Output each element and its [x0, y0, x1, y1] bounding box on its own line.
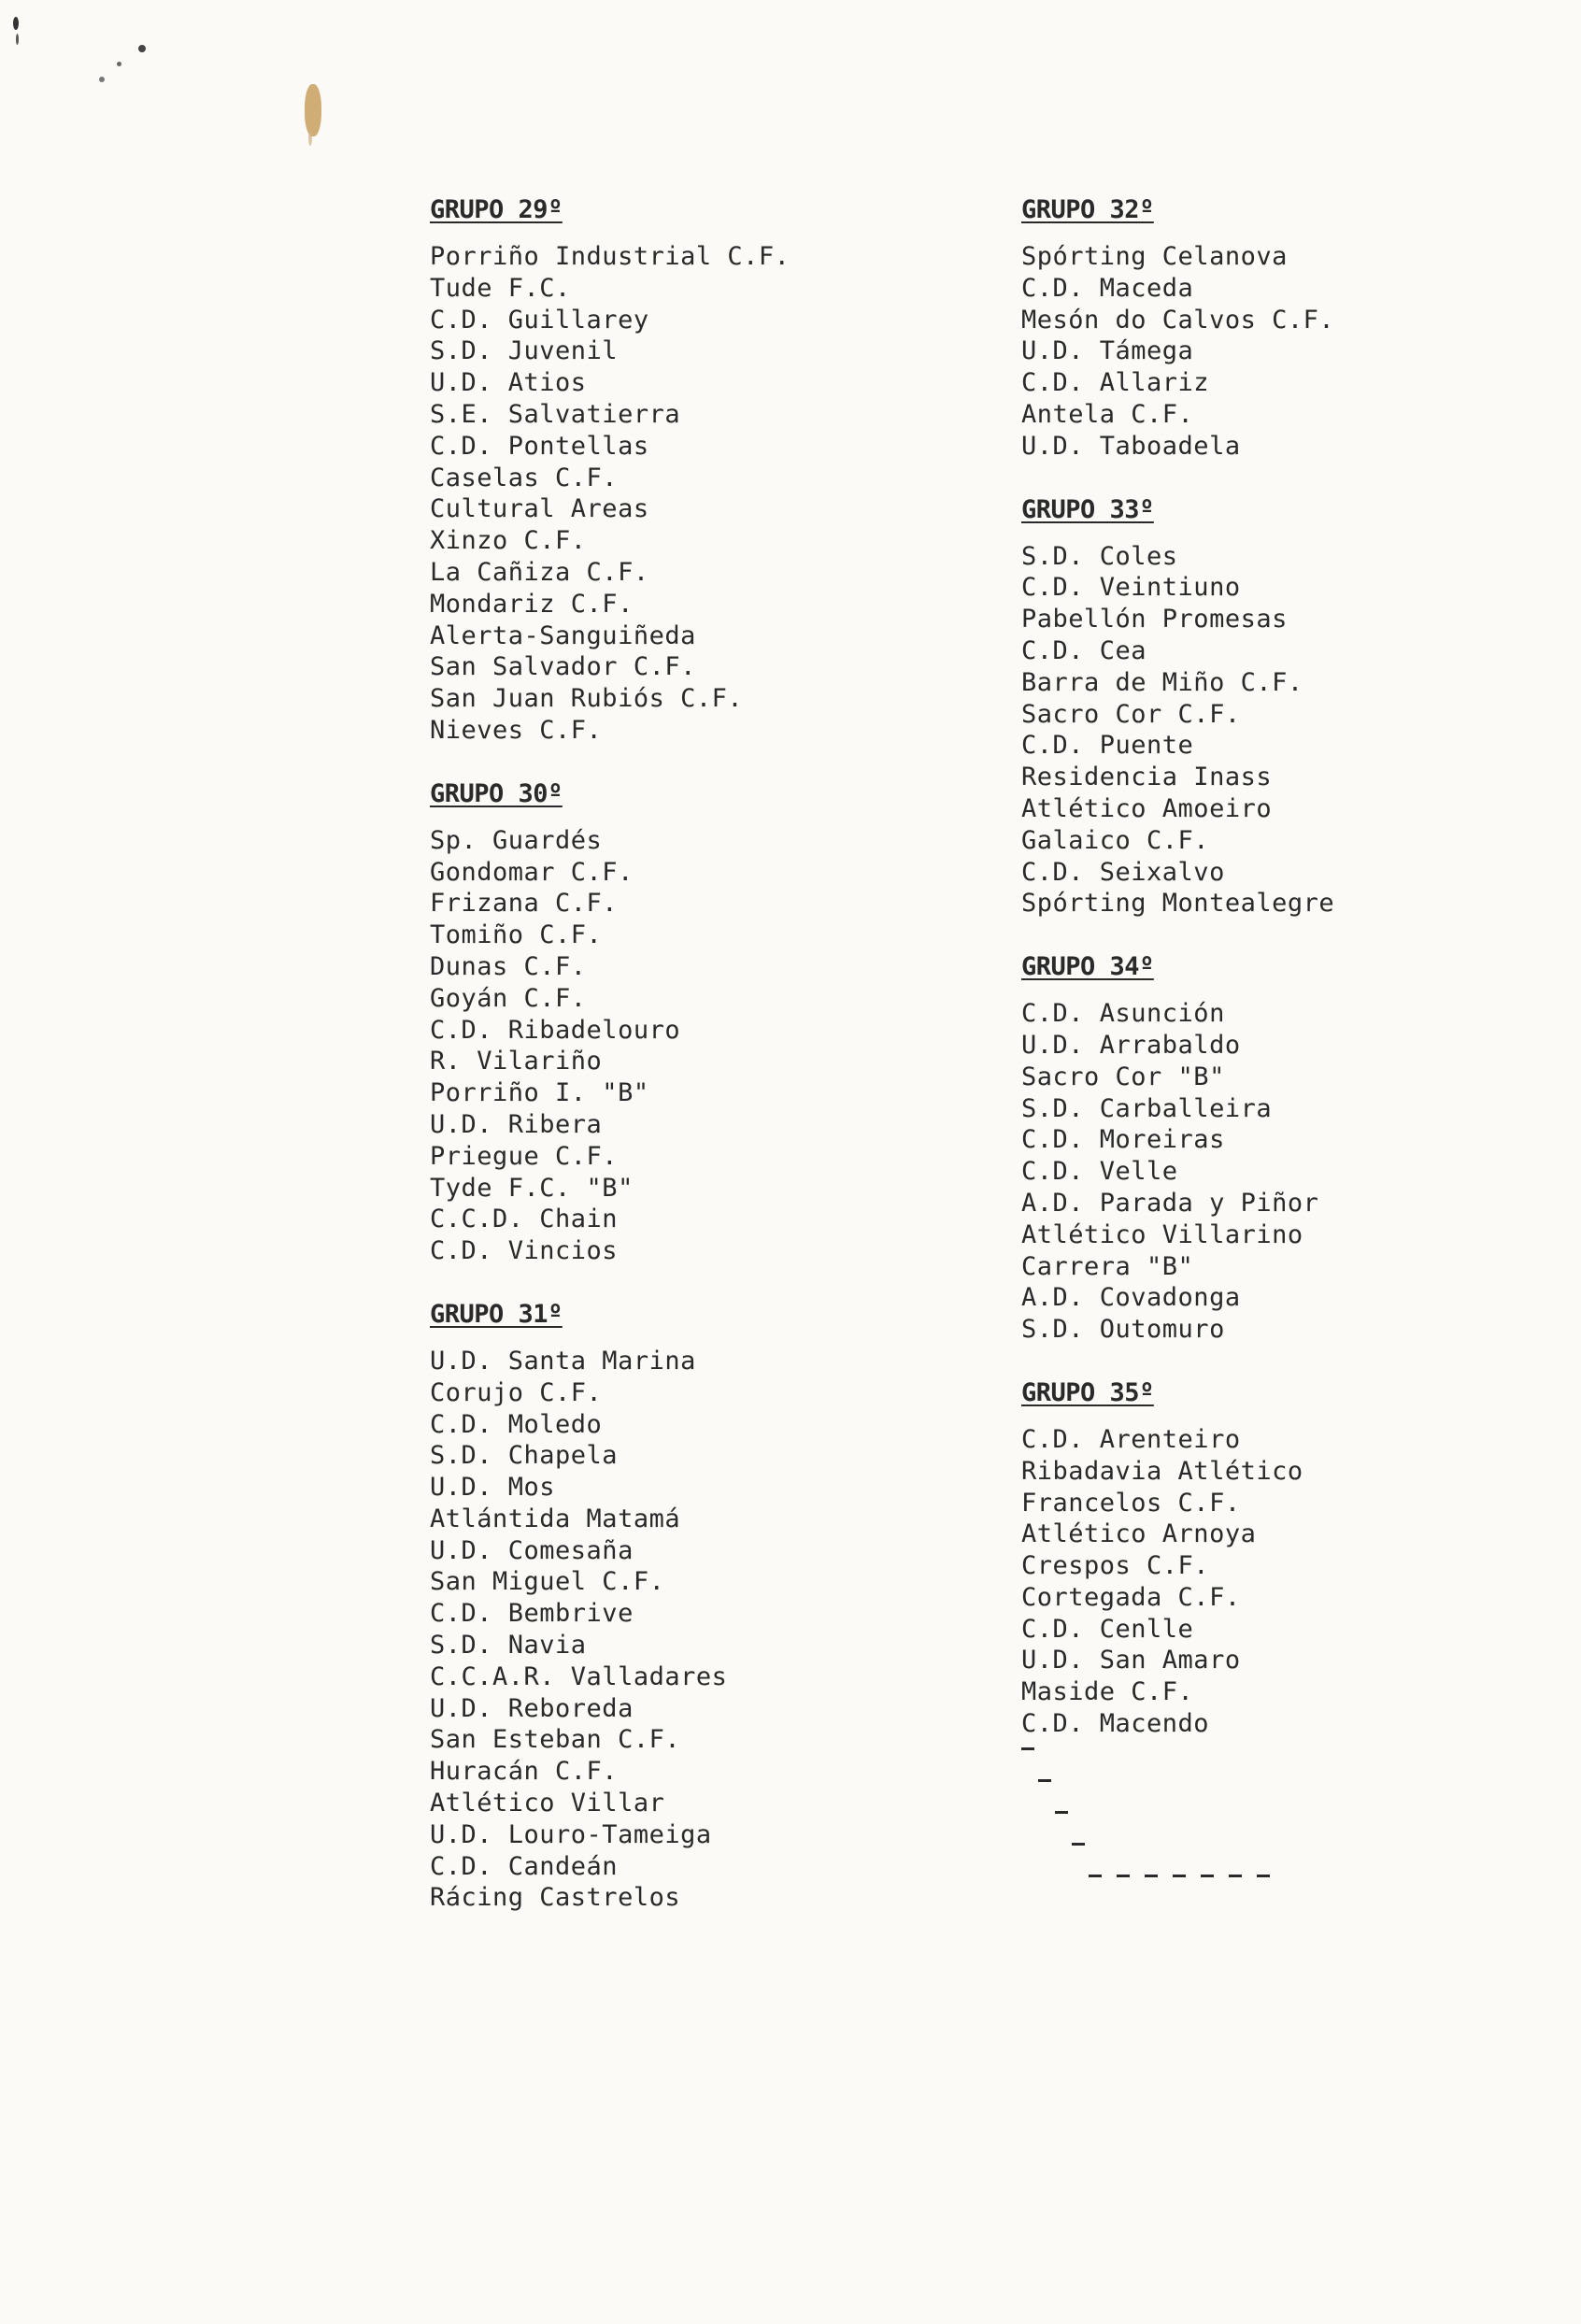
- team-name: S.D. Navia: [430, 1631, 587, 1661]
- team-name: U.D. Arrabaldo: [1021, 1030, 1241, 1060]
- ink-speck: [13, 17, 19, 30]
- team-name: Corujo C.F.: [430, 1377, 603, 1407]
- ink-speck: [99, 77, 105, 82]
- group-title: GRUPO 33º: [1021, 494, 1154, 524]
- group-32: [1021, 194, 1581, 463]
- team-name: San Miguel C.F.: [430, 1567, 665, 1597]
- dash: [1021, 1747, 1034, 1750]
- team-name: C.D. Bembrive: [430, 1599, 634, 1629]
- group-34: [1021, 951, 1581, 1346]
- end-dashes: [1021, 1738, 1302, 1888]
- team-name: A.D. Parada y Piñor: [1021, 1188, 1319, 1218]
- team-name: Xinzo C.F.: [430, 526, 587, 556]
- team-name: Tyde F.C. "B": [430, 1173, 634, 1203]
- left-column: [430, 194, 1028, 1946]
- team-name: C.D. Veintiuno: [1021, 573, 1241, 603]
- dash: [1201, 1875, 1214, 1877]
- rust-stain: [308, 131, 312, 146]
- team-name: S.D. Juvenil: [430, 336, 619, 366]
- group-30: [430, 778, 1028, 1267]
- team-name: Alerta-Sanguiñeda: [430, 620, 696, 650]
- rust-stain: [305, 84, 321, 136]
- team-name: Atlético Arnoya: [1021, 1519, 1257, 1549]
- team-name: Priegue C.F.: [430, 1141, 619, 1171]
- dash: [1145, 1875, 1158, 1877]
- team-name: Maside C.F.: [1021, 1677, 1194, 1707]
- ink-speck: [117, 62, 121, 66]
- team-name: C.D. Maceda: [1021, 273, 1194, 303]
- team-name: Goyán C.F.: [430, 983, 587, 1013]
- team-name: S.E. Salvatierra: [430, 399, 681, 429]
- team-name: C.D. Moreiras: [1021, 1125, 1225, 1155]
- group-title: GRUPO 31º: [430, 1299, 563, 1329]
- team-name: C.D. Puente: [1021, 731, 1194, 761]
- group-title: GRUPO 32º: [1021, 195, 1154, 224]
- team-name: Pabellón Promesas: [1021, 605, 1288, 634]
- team-name: C.D. Vincios: [430, 1236, 619, 1266]
- team-name: Atlántida Matamá: [430, 1504, 681, 1533]
- team-name: Nieves C.F.: [430, 715, 603, 745]
- team-list: [430, 825, 1028, 1267]
- group-title: GRUPO 29º: [430, 195, 563, 224]
- team-name: Tomiño C.F.: [430, 920, 603, 950]
- team-name: A.D. Covadonga: [1021, 1283, 1241, 1313]
- team-list: [1021, 541, 1581, 920]
- team-name: S.D. Carballeira: [1021, 1093, 1273, 1123]
- team-name: C.C.A.R. Valladares: [430, 1661, 728, 1691]
- dash: [1117, 1875, 1130, 1877]
- team-name: U.D. San Amaro: [1021, 1646, 1241, 1675]
- team-name: Cortegada C.F.: [1021, 1582, 1241, 1612]
- dash: [1173, 1875, 1186, 1877]
- team-name: C.D. Allariz: [1021, 368, 1210, 398]
- team-name: Atlético Villar: [430, 1789, 665, 1818]
- group-title: GRUPO 35º: [1021, 1377, 1154, 1407]
- team-name: Residencia Inass: [1021, 763, 1273, 792]
- team-name: Carrera "B": [1021, 1251, 1194, 1281]
- team-name: Dunas C.F.: [430, 951, 587, 981]
- team-name: Frizana C.F.: [430, 889, 619, 919]
- team-name: U.D. Reboreda: [430, 1693, 634, 1723]
- team-name: Huracán C.F.: [430, 1757, 619, 1787]
- team-name: U.D. Mos: [430, 1473, 556, 1503]
- group-33: [1021, 494, 1581, 920]
- team-name: C.D. Velle: [1021, 1157, 1178, 1187]
- team-name: R. Vilariño: [430, 1047, 603, 1076]
- group-35: [1021, 1377, 1581, 1740]
- team-name: U.D. Ribera: [430, 1109, 603, 1139]
- dash: [1257, 1875, 1270, 1877]
- team-name: C.D. Moledo: [430, 1409, 603, 1439]
- team-name: Porriño I. "B": [430, 1078, 649, 1108]
- team-name: U.D. Comesaña: [430, 1535, 634, 1565]
- team-name: C.D. Seixalvo: [1021, 857, 1225, 887]
- team-name: Atlético Villarino: [1021, 1219, 1303, 1249]
- group-title: GRUPO 34º: [1021, 952, 1154, 982]
- team-name: Tude F.C.: [430, 273, 571, 303]
- team-name: S.D. Coles: [1021, 541, 1178, 571]
- team-name: C.D. Guillarey: [430, 305, 649, 335]
- team-name: C.D. Pontellas: [430, 431, 649, 461]
- team-list: [430, 1346, 1028, 1914]
- team-name: Sacro Cor C.F.: [1021, 699, 1241, 729]
- group-title: GRUPO 30º: [430, 778, 563, 808]
- group-31: [430, 1299, 1028, 1914]
- right-column: [1021, 194, 1581, 1772]
- team-name: C.D. Cea: [1021, 635, 1147, 665]
- team-name: Rácing Castrelos: [430, 1883, 681, 1913]
- team-name: Barra de Miño C.F.: [1021, 667, 1303, 697]
- team-name: Crespos C.F.: [1021, 1551, 1210, 1581]
- dash: [1072, 1843, 1085, 1846]
- team-name: Mondariz C.F.: [430, 589, 634, 619]
- team-name: Gondomar C.F.: [430, 857, 634, 887]
- dash: [1055, 1811, 1068, 1814]
- team-name: San Esteban C.F.: [430, 1725, 681, 1755]
- group-29: [430, 194, 1028, 747]
- team-name: San Salvador C.F.: [430, 652, 696, 682]
- team-name: Sacro Cor "B": [1021, 1062, 1225, 1091]
- ink-speck: [138, 45, 146, 52]
- team-name: S.D. Outomuro: [1021, 1315, 1225, 1345]
- team-name: Mesón do Calvos C.F.: [1021, 305, 1335, 335]
- team-name: Spórting Celanova: [1021, 242, 1288, 271]
- team-name: C.D. Asunción: [1021, 999, 1225, 1029]
- team-list: [1021, 1424, 1581, 1740]
- team-name: Caselas C.F.: [430, 463, 619, 492]
- team-name: Spórting Montealegre: [1021, 889, 1335, 919]
- team-name: C.C.D. Chain: [430, 1205, 619, 1234]
- team-name: C.D. Candeán: [430, 1851, 619, 1881]
- team-name: C.D. Macendo: [1021, 1709, 1210, 1739]
- team-name: C.D. Ribadelouro: [430, 1015, 681, 1045]
- team-name: San Juan Rubiós C.F.: [430, 684, 744, 714]
- dash: [1229, 1875, 1242, 1877]
- team-name: Galaico C.F.: [1021, 825, 1210, 855]
- team-name: Francelos C.F.: [1021, 1488, 1241, 1518]
- team-name: Ribadavia Atlético: [1021, 1456, 1303, 1486]
- ink-speck: [16, 34, 19, 45]
- team-name: S.D. Chapela: [430, 1441, 619, 1471]
- team-name: U.D. Atios: [430, 368, 587, 398]
- team-name: U.D. Louro-Tameiga: [430, 1819, 712, 1849]
- team-name: U.D. Santa Marina: [430, 1346, 696, 1376]
- team-name: La Cañiza C.F.: [430, 557, 649, 587]
- team-name: Sp. Guardés: [430, 825, 603, 855]
- team-name: Cultural Areas: [430, 494, 649, 524]
- team-name: U.D. Taboadela: [1021, 431, 1241, 461]
- team-name: Antela C.F.: [1021, 399, 1194, 429]
- dash: [1089, 1875, 1102, 1877]
- team-name: U.D. Támega: [1021, 336, 1194, 366]
- team-list: [430, 241, 1028, 747]
- team-name: Atlético Amoeiro: [1021, 793, 1273, 823]
- team-list: [1021, 241, 1581, 463]
- dash: [1038, 1779, 1051, 1782]
- team-name: C.D. Arenteiro: [1021, 1424, 1241, 1454]
- team-name: Porriño Industrial C.F.: [430, 242, 790, 271]
- team-list: [1021, 998, 1581, 1346]
- team-name: C.D. Cenlle: [1021, 1614, 1194, 1644]
